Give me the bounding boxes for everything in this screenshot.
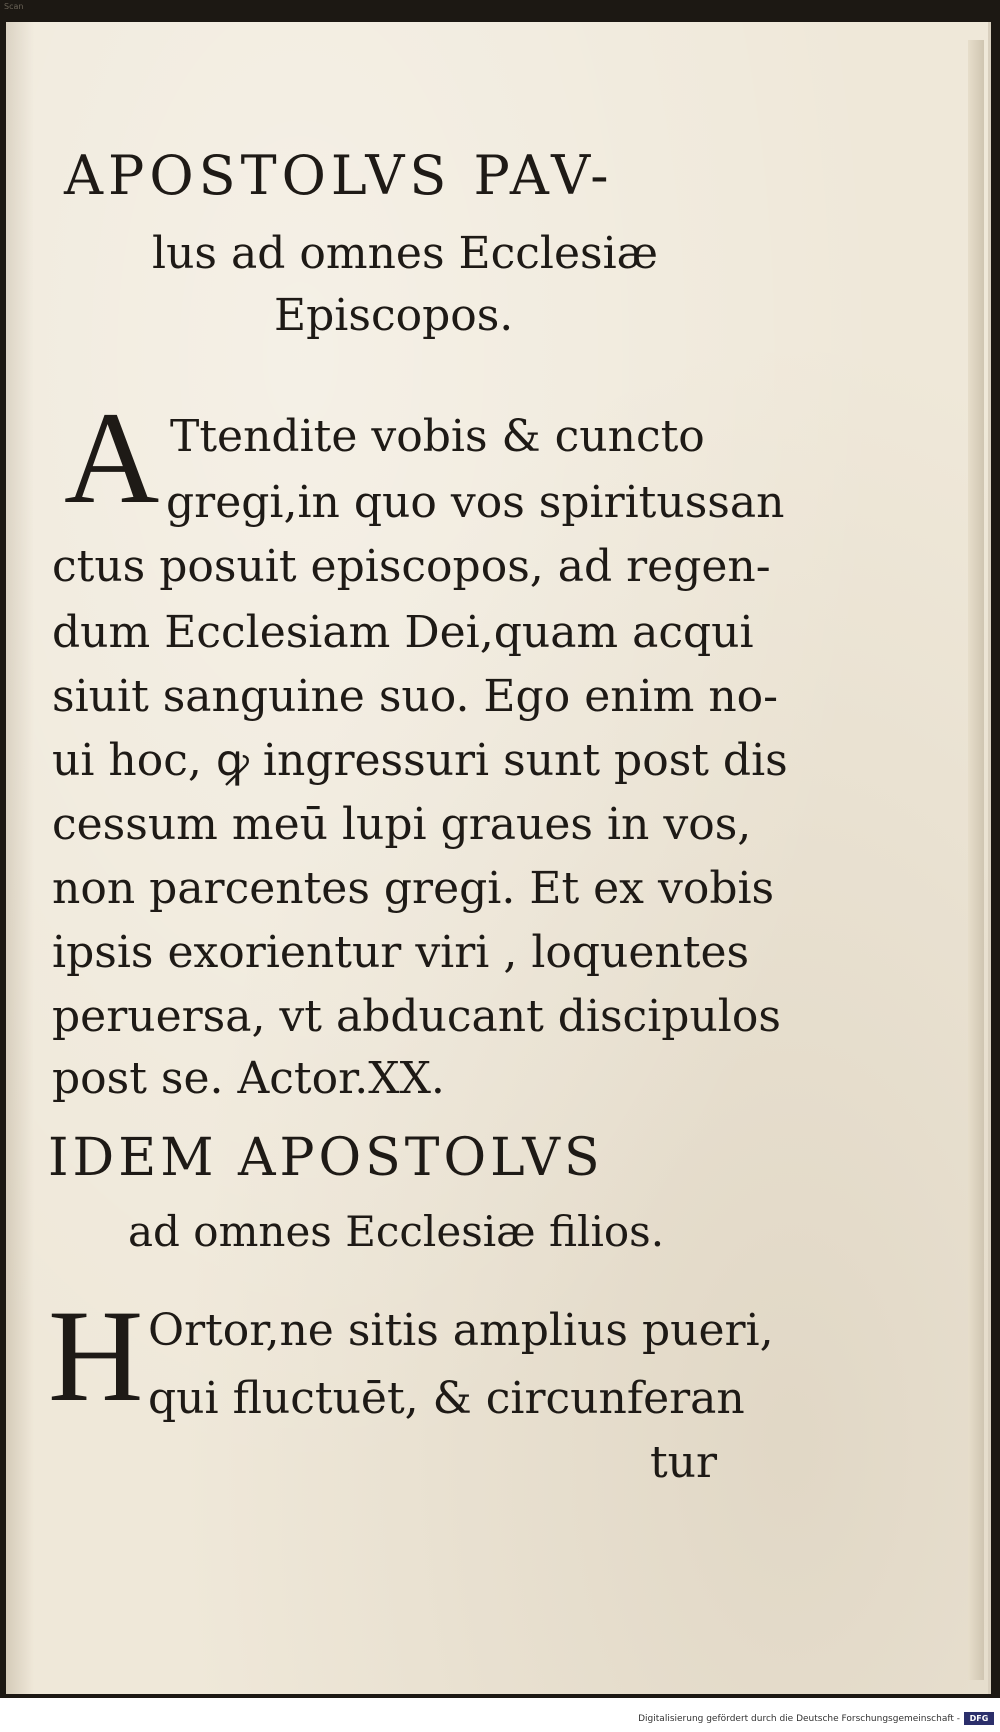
paragraph1-line: non parcentes gregi. Et ex vobis: [52, 863, 775, 914]
drop-cap-a: A: [64, 384, 160, 531]
paragraph1-line: cessum meū lupi graues in vos,: [52, 799, 752, 850]
paragraph1-line: ui hoc, ꝙ ingressuri sunt post dis: [52, 735, 788, 786]
paragraph1-line: dum Ecclesiam Dei,quam acqui: [52, 607, 754, 658]
dfg-logo: DFG: [964, 1712, 994, 1725]
paragraph2-line: Ortor,ne sitis amplius pueri,: [148, 1305, 774, 1356]
heading-apostolus-paulus: APOSTOLVS PAV-: [64, 144, 614, 207]
heading-line-3: Episcopos.: [274, 290, 514, 341]
paragraph1-line: Ttendite vobis & cuncto: [170, 411, 705, 462]
paragraph1-line: gregi,in quo vos spiritussan: [166, 477, 785, 528]
paragraph2-line: qui fluctuēt, & circunferan: [148, 1373, 745, 1424]
catchword: tur: [650, 1437, 718, 1488]
paragraph1-line: ipsis exorientur viri , loquentes: [52, 927, 750, 978]
page-edge: [968, 40, 984, 1680]
heading-line-2: lus ad omnes Ecclesiæ: [152, 228, 659, 279]
paragraph1-line: ctus posuit episcopos, ad regen-: [52, 541, 771, 592]
paragraph1-line: peruersa, vt abducant discipulos: [52, 991, 781, 1042]
heading-idem-apostolus: IDEM APOSTOLVS: [48, 1128, 604, 1188]
digitization-credit: Digitalisierung gefördert durch die Deutsche Forschungsgemeinschaft -: [638, 1714, 960, 1724]
paragraph1-line: siuit sanguine suo. Ego enim no-: [52, 671, 779, 722]
heading2-line-2: ad omnes Ecclesiæ filios.: [128, 1207, 665, 1256]
corner-label: Scan: [4, 2, 24, 11]
drop-cap-h: H: [48, 1282, 144, 1429]
paragraph1-line: post se. Actor.XX.: [52, 1053, 445, 1104]
